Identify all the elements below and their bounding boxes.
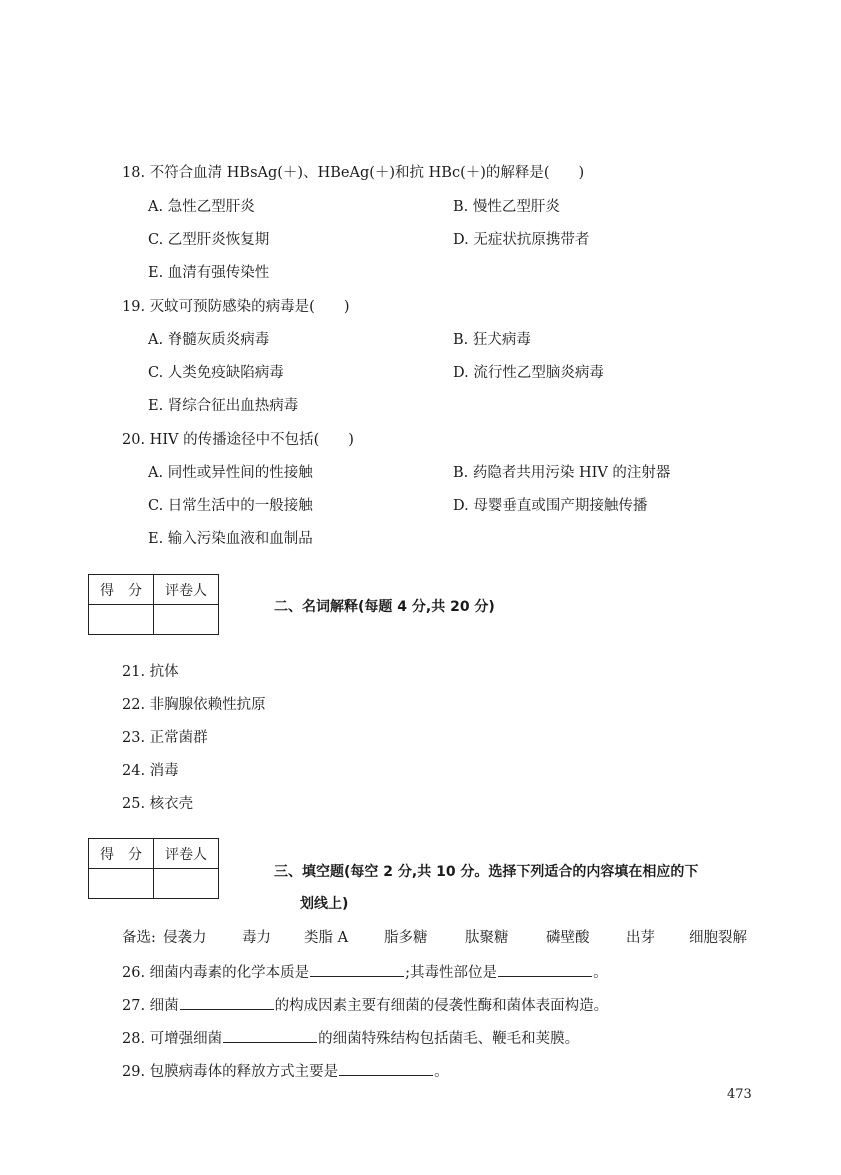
term-25: 25. 核衣壳 [122,796,194,812]
question-20-option-a: A. 同性或异性间的性接触 [148,465,313,481]
answer-blank[interactable] [339,1061,433,1076]
question-19-option-b: B. 狂犬病毒 [453,332,531,348]
score-box-section-3 [88,838,219,899]
question-18-option-c: C. 乙型肝炎恢复期 [148,232,270,248]
grader-label: 评卷人 [154,575,219,605]
question-20-option-e: E. 输入污染血液和血制品 [148,531,313,547]
term-21: 21. 抗体 [122,664,179,680]
term-24: 24. 消毒 [122,763,179,779]
choice-bank-label: 备选: [122,930,156,946]
question-19-option-a: A. 脊髓灰质炎病毒 [148,332,270,348]
score-cell [89,869,154,899]
question-19-option-c: C. 人类免疫缺陷病毒 [148,365,284,381]
term-23: 23. 正常菌群 [122,730,208,746]
question-26-text-c: 。 [593,965,608,981]
question-18-option-a: A. 急性乙型肝炎 [148,199,255,215]
question-19-stem: 19. 灭蚊可预防感染的病毒是( ) [122,299,350,315]
score-label: 得 分 [89,839,154,869]
question-19-option-d: D. 流行性乙型脑炎病毒 [453,365,604,381]
question-26-text-a: 26. 细菌内毒素的化学本质是 [122,965,310,981]
section-2-title: 二、名词解释(每题 4 分,共 20 分) [274,599,495,615]
choice-item: 磷壁酸 [546,930,590,946]
question-29-text-a: 29. 包膜病毒体的释放方式主要是 [122,1064,339,1080]
choice-item: 出芽 [626,930,655,946]
grader-cell [154,869,219,899]
question-27 [122,995,608,1016]
choice-item: 脂多糖 [384,930,428,946]
question-27-text-b: 的构成因素主要有细菌的侵袭性酶和菌体表面构造。 [274,998,609,1014]
question-18-option-b: B. 慢性乙型肝炎 [453,199,560,215]
answer-blank[interactable] [180,995,274,1010]
question-19-option-e: E. 肾综合征出血热病毒 [148,398,299,414]
question-26 [122,962,608,983]
choice-item: 侵袭力 [163,930,207,946]
question-28 [122,1028,579,1049]
term-22: 22. 非胸腺依赖性抗原 [122,697,266,713]
answer-blank[interactable] [223,1028,317,1043]
section-3-title-line-2: 划线上) [300,896,349,912]
page-number: 473 [727,1087,752,1102]
question-26-text-b: ;其毒性部位是 [405,965,498,981]
choice-item: 肽聚糖 [465,930,509,946]
question-28-text-a: 28. 可增强细菌 [122,1031,223,1047]
question-27-text-a: 27. 细菌 [122,998,179,1014]
grader-label: 评卷人 [154,839,219,869]
question-20-stem: 20. HIV 的传播途径中不包括( ) [122,432,354,448]
question-20-option-b: B. 药隐者共用污染 HIV 的注射器 [453,465,671,481]
question-18-option-d: D. 无症状抗原携带者 [453,232,590,248]
section-3-title-line-1: 三、填空题(每空 2 分,共 10 分。选择下列适合的内容填在相应的下 [274,864,699,880]
question-29-text-b: 。 [434,1064,449,1080]
score-box-section-2 [88,574,219,635]
answer-blank[interactable] [498,962,592,977]
choice-item: 毒力 [242,930,271,946]
score-label: 得 分 [89,575,154,605]
choice-item: 类脂 A [304,930,349,946]
question-20-option-d: D. 母婴垂直或围产期接触传播 [453,498,648,514]
question-29 [122,1061,449,1082]
grader-cell [154,605,219,635]
question-28-text-b: 的细菌特殊结构包括菌毛、鞭毛和荚膜。 [318,1031,580,1047]
choice-item: 细胞裂解 [689,930,747,946]
score-cell [89,605,154,635]
question-18-stem: 18. 不符合血清 HBsAg(＋)、HBeAg(＋)和抗 HBc(＋)的解释是( ) [122,165,585,181]
answer-blank[interactable] [310,962,404,977]
question-18-option-e: E. 血清有强传染性 [148,265,270,281]
question-20-option-c: C. 日常生活中的一般接触 [148,498,313,514]
